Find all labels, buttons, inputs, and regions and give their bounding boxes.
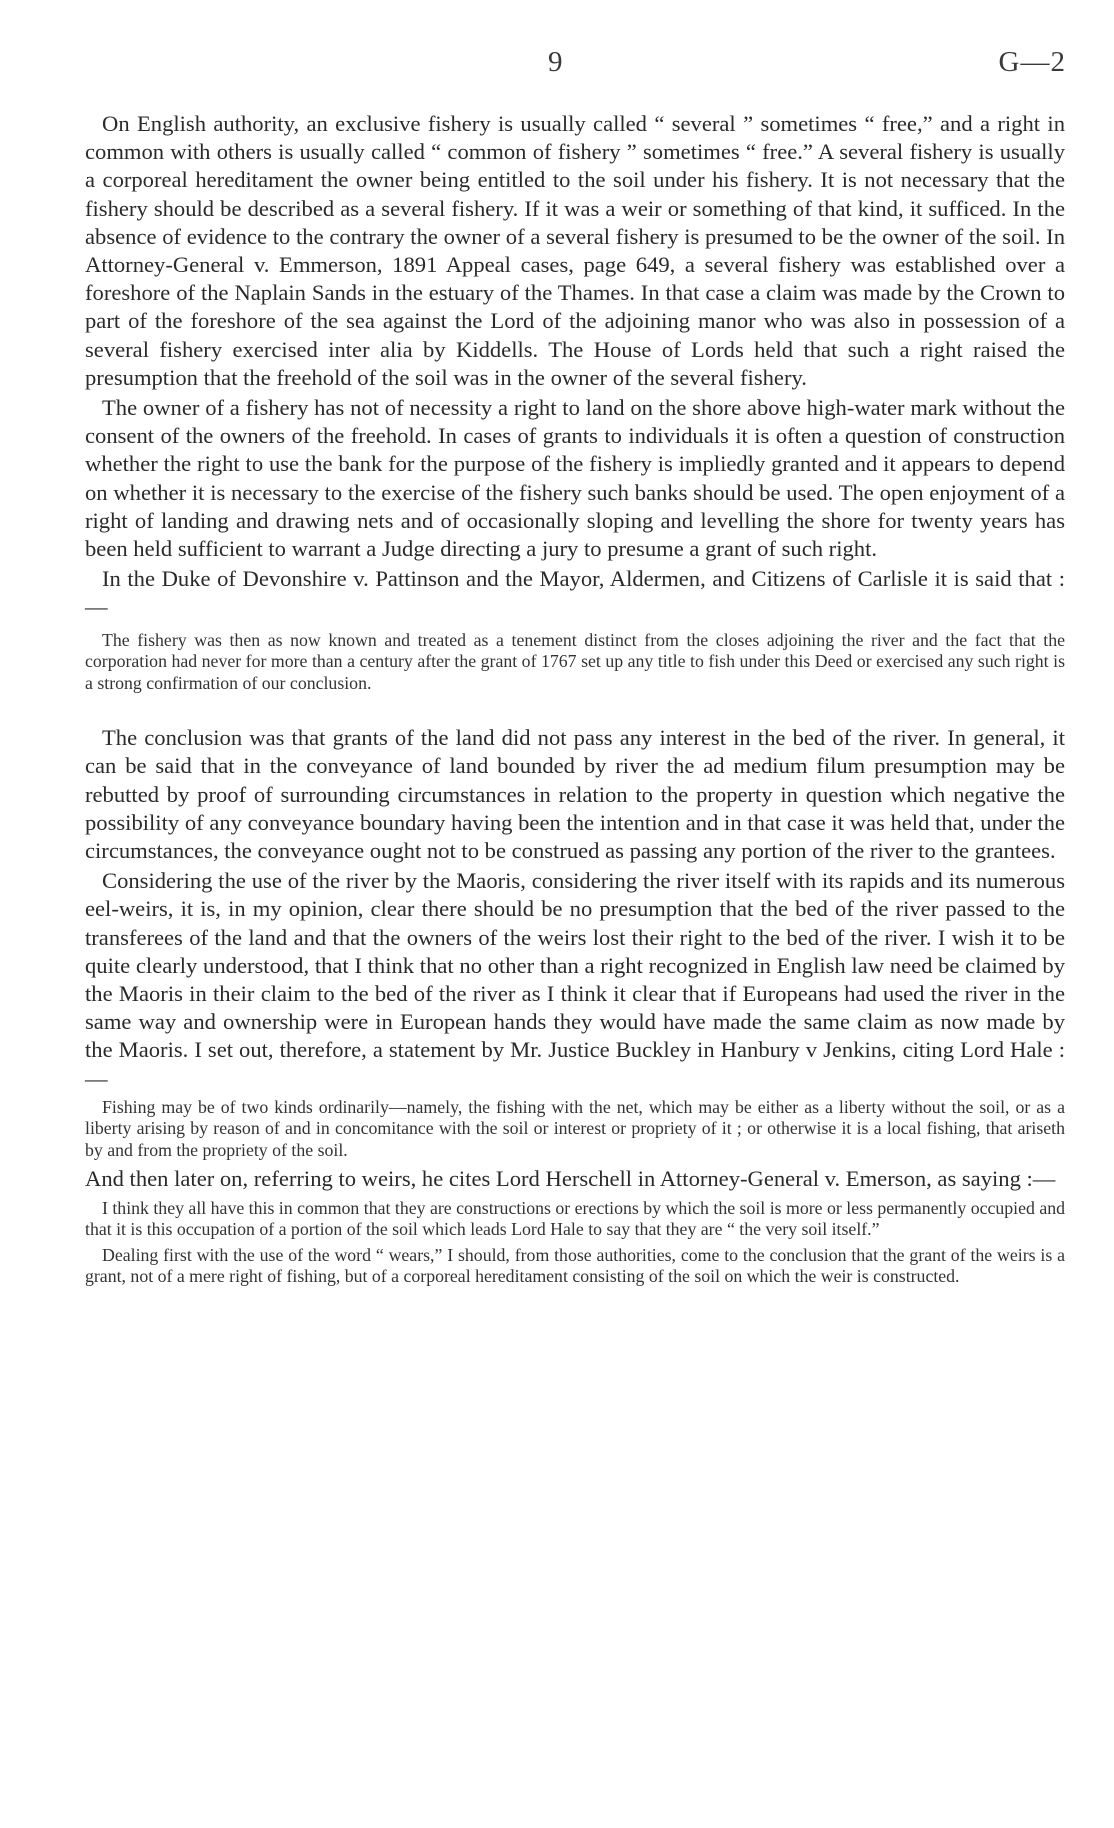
quote-lord-hale-fishing: Fishing may be of two kinds ordinarily—namely, the fishing with the net, which may be either as a liberty without the soil, or as a liberty arising by reason of and in concomitance with the soil or interest or propriety of it ; or otherwise it is a local fishing, that ariseth by and from the propriety of the soil.: [85, 1096, 1065, 1160]
paragraph-lord-herschell: And then later on, referring to weirs, he cites Lord Herschell in Attorney-General v. Emerson, as saying :—: [85, 1166, 1056, 1192]
paragraph-several-fishery: On English authority, an exclusive fishery is usually called “ several ” sometimes “ free,” and a right in common with others is usually called “ common of fishery ” sometimes “ free.” A several fishery is usually a corporeal hereditament the owner being entitled to the soil under his fishery. It is not necessary that the fishery should be described as a several fishery. If it was a weir or something of that kind, it sufficed. In the absence of evidence to the contrary the owner of a several fishery is presumed to be the owner of the soil. In Attorney-General v. Emmerson, 1891 Appeal cases, page 649, a several fishery was established over a foreshore of the Naplain Sands in the estuary of the Thames. In that case a claim was made by the Crown to part of the foreshore of the sea against the Lord of the adjoining manor who was also in possession of a several fishery exercised inter alia by Kiddells. The House of Lords held that such a right raised the presumption that the freehold of the soil was in the owner of the several fishery.: [85, 111, 1065, 390]
paragraph-maori-river-use: Considering the use of the river by the Maoris, considering the river itself with its rapids and its numerous eel-weirs, it is, in my opinion, clear there should be no presumption that the bed of the river passed to the transferees of the land and that the owners of the weirs lost their right to the bed of the river. I wish it to be quite clearly understood, that I think that no other than a right recognized in English law need be claimed by the Maoris in their claim to the bed of the river as I think it clear that if Europeans had used the river in the same way and ownership were in European hands they would have made the same claim as now made by the Maoris. I set out, therefore, a statement by Mr. Justice Buckley in Hanbury v Jenkins, citing Lord Hale :—: [85, 868, 1065, 1091]
paragraph-duke-of-devonshire: In the Duke of Devonshire v. Pattinson and the Mayor, Aldermen, and Citizens of Carlisle it is said that :—: [85, 566, 1065, 620]
page-number: 9: [548, 46, 563, 78]
paragraph-conclusion: The conclusion was that grants of the land did not pass any interest in the bed of the river. In general, it can be said that in the conveyance of land bounded by river the ad medium filum presumption may be rebutted by proof of surrounding circumstances in relation to the property in question which negative the possibility of any conveyance boundary having been the intention and in that case it was held that, under the circumstances, the conveyance ought not to be construed as passing any portion of the river to the grantees.: [85, 725, 1065, 863]
series-number: G—2: [998, 46, 1066, 78]
page-header: [0, 46, 1114, 86]
document-body: [85, 110, 1065, 1288]
paragraph-owner-of-fishery: The owner of a fishery has not of necessity a right to land on the shore above high-water mark without the consent of the owners of the freehold. In cases of grants to individuals it is often a question of construction whether the right to use the bank for the purpose of the fishery is impliedly granted and it appears to depend on whether it is necessary to the exercise of the fishery such banks should be used. The open enjoyment of a right of landing and drawing nets and of occasionally sloping and levelling the shore for twenty years has been held sufficient to warrant a Judge directing a jury to presume a grant of such right.: [85, 395, 1065, 562]
quote-fishery-tenement: The fishery was then as now known and treated as a tenement distinct from the closes adjoining the river and the fact that the corporation had never for more than a century after the grant of 1767 set up any title to fish under this Deed or exercised any such right is a strong confirmation of our conclusion.: [85, 629, 1065, 693]
quote-constructions: I think they all have this in common that they are constructions or erections by which the soil is more or less permanently occupied and that it is this occupation of a portion of the soil which leads Lord Hale to say that they are “ the very soil itself.”: [85, 1197, 1065, 1239]
quote-wears: Dealing first with the use of the word “ wears,” I should, from those authorities, come to the conclusion that the grant of the weirs is a grant, not of a mere right of fishing, but of a corporeal hereditament consisting of the soil on which the weir is constructed.: [85, 1244, 1065, 1286]
